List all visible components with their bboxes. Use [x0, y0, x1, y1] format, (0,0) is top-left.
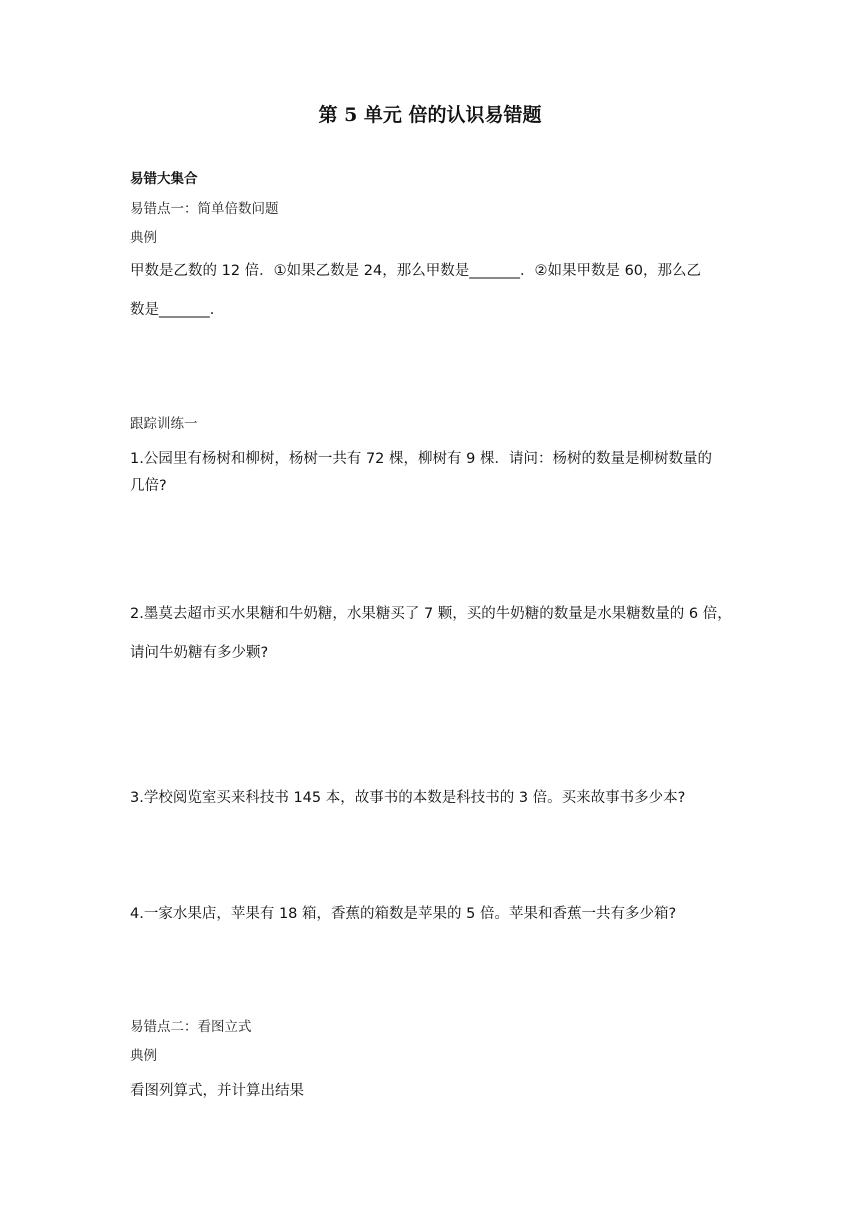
error-point-1-label: 易错点一：简单倍数问题: [130, 201, 279, 217]
question-1-line-1: 1.公园里有杨树和柳树，杨树一共有 72 棵，柳树有 9 棵．请问：杨树的数量是柳树数量的: [130, 451, 712, 467]
question-4: 4.一家水果店，苹果有 18 箱，香蕉的箱数是苹果的 5 倍。苹果和香蕉一共有多少箱?: [130, 906, 677, 922]
example-label-1: 典例: [130, 230, 157, 246]
question-2-line-1: 2.墨莫去超市买水果糖和牛奶糖，水果糖买了 7 颗，买的牛奶糖的数量是水果糖数量的 6 倍，: [130, 606, 732, 622]
page-title: 第 5 单元 倍的认识易错题: [318, 104, 542, 126]
example-2-instruction: 看图列算式，并计算出结果: [130, 1083, 304, 1099]
section-heading: 易错大集合: [130, 171, 198, 187]
example-1-line-2: 数是_______．: [130, 302, 225, 318]
example-label-2: 典例: [130, 1048, 157, 1064]
error-point-2-label: 易错点二：看图立式: [130, 1019, 252, 1035]
practice-1-label: 跟踪训练一: [130, 416, 198, 432]
question-2-line-2: 请问牛奶糖有多少颗?: [130, 645, 269, 661]
question-1-line-2: 几倍?: [130, 478, 167, 494]
example-1-line-1: 甲数是乙数的 12 倍．①如果乙数是 24，那么甲数是_______．②如果甲数是 60，那么乙: [130, 263, 702, 279]
question-3: 3.学校阅览室买来科技书 145 本，故事书的本数是科技书的 3 倍。买来故事书多少本?: [130, 790, 686, 806]
